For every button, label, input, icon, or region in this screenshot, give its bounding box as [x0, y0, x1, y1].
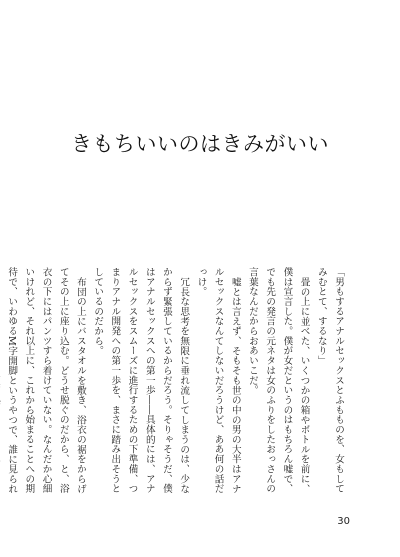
paragraph: 冗長な思考を無限に垂れ流してしまうのは、少なからず緊張しているからだろう。そりゃそうだ、僕はアナルセックスへの第一歩――具体的には、アナルセックスをスムーズに進行するための下準備、つまりアナル開発への第一歩を、まさに踏み出そうとしているのだから。	[92, 267, 190, 494]
paragraph: 「男もするアナルセックスとふもものを、女もしてみむとて、するなり」	[315, 267, 344, 494]
paragraph: 嘘とは言えず、そもそも世の中の男の大半はアナルセックスなんてしないだろうけど、ああ何の話だっけ。	[195, 267, 241, 494]
page-number: 30	[337, 516, 350, 527]
paragraph: 畳の上に並べた、いくつかの箱やボトルを前に、僕は宣言した。僕が女だというのはもちろん嘘で、でも先の発言の元ネタは女のふりをしたおっさんの言葉なんだからおあいこだ。	[246, 267, 310, 494]
chapter-title: きもちいいのはきみがいい	[71, 132, 329, 156]
body-text	[6, 267, 347, 503]
paragraph: 布団の上にバスタオルを敷き、浴衣の裾をからげてその上に座り込む。どうせ脱ぐのだから、と、浴衣の下にはパンツすら着けていない。なんだか心細いけれど、それ以上に、これから始まることへの期待で、いわゆるM字開脚というやつで、誰に見られ	[6, 267, 86, 494]
